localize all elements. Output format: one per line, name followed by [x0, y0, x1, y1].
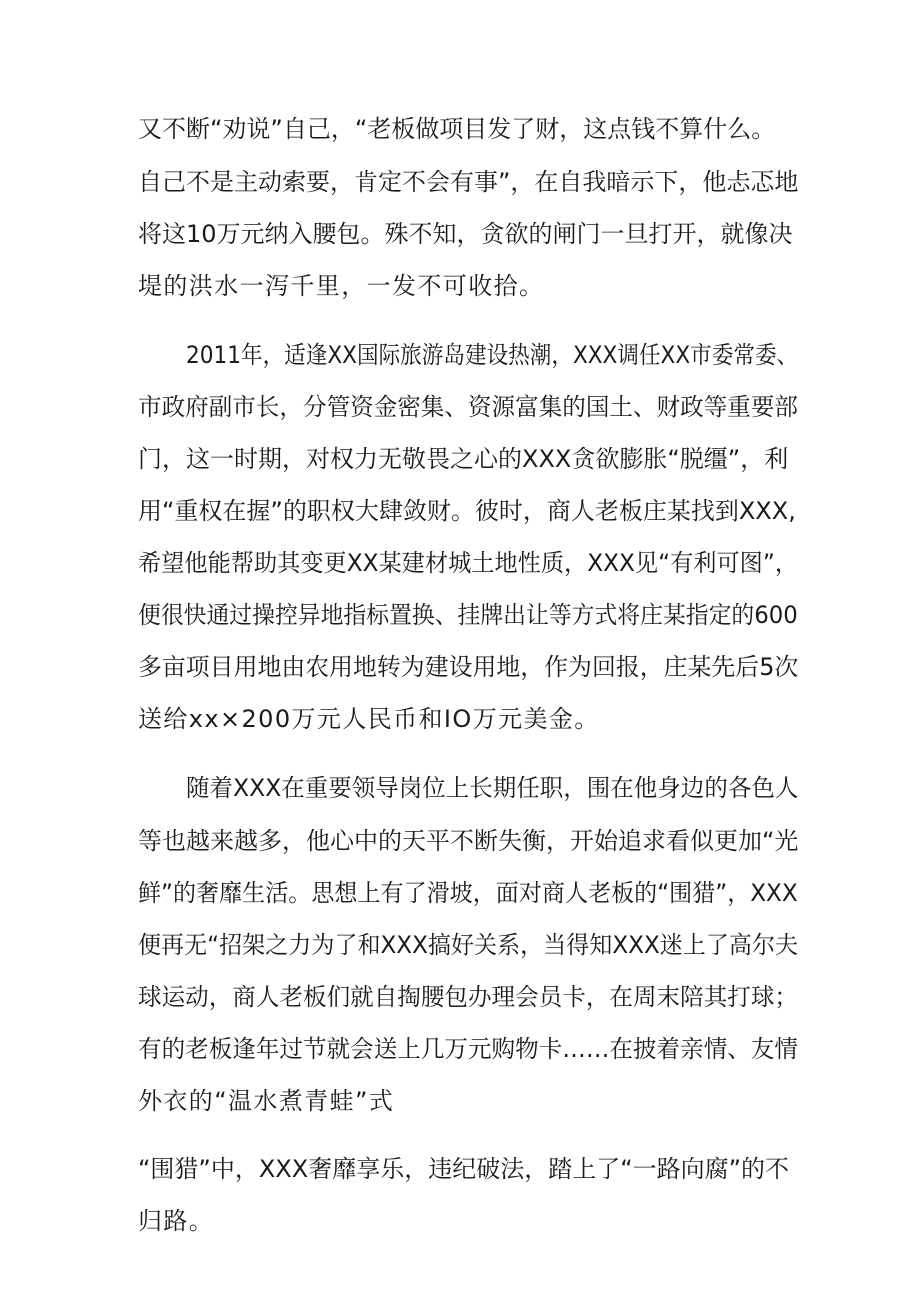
paragraph-4-line-1: “围猎”中，XXX奢靡享乐，违纪破法，踏上了“一路向腐”的不 [138, 1155, 790, 1183]
paragraph-2-line-7: 多亩项目用地由农用地转为建设用地，作为回报，庄某先后5次 [138, 653, 799, 681]
paragraph-3-line-7: 外衣的“温水煮青蛙”式 [138, 1087, 395, 1115]
paragraph-3-line-2: 等也越来越多，他心中的天平不断失衡，开始追求看似更加“光 [138, 827, 799, 855]
paragraph-3-line-1: 随着XXX在重要领导岗位上长期任职，围在他身边的各色人 [186, 774, 799, 802]
paragraph-2-line-3: 门，这一时期，对权力无敬畏之心的XXX贪欲膨胀“脱缰”，利 [138, 445, 789, 473]
paragraph-2-line-5: 希望他能帮助其变更XX某建材城土地性质，XXX见“有利可图”， [138, 549, 799, 577]
paragraph-3-line-5: 球运动，商人老板们就自掏腰包办理会员卡，在周末陪其打球； [138, 983, 798, 1011]
paragraph-1-line-1: 又不断“劝说”自己，“老板做项目发了财，这点钱不算什么。 [138, 115, 776, 143]
paragraph-1-line-3: 将这10万元纳入腰包。殊不知，贪欲的闸门一旦打开，就像决 [138, 220, 793, 248]
paragraph-2-line-4: 用“重权在握”的职权大肆敛财。彼时，商人老板庄某找到XXX, [138, 497, 796, 525]
paragraph-3-line-6: 有的老板逢年过节就会送上几万元购物卡……在披着亲情、友情 [138, 1035, 798, 1063]
paragraph-1-line-2: 自己不是主动索要，肯定不会有事”，在自我暗示下，他忐忑地 [138, 168, 799, 196]
paragraph-3-line-4: 便再无“招架之力为了和XXX搞好关系，当得知XXX迷上了高尔夫 [138, 931, 799, 959]
paragraph-2-line-6: 便很快通过操控异地指标置换、挂牌出让等方式将庄某指定的600 [138, 601, 798, 629]
paragraph-2-line-1: 2011年，适逢XX国际旅游岛建设热潮，XXX调任XX市委常委、 [186, 341, 799, 369]
paragraph-4-line-2: 归路。 [138, 1207, 215, 1235]
paragraph-2-line-2: 市政府副市长，分管资金密集、资源富集的国土、财政等重要部 [138, 393, 798, 421]
paragraph-2-line-8: 送给xx×200万元人民币和IO万元美金。 [138, 705, 600, 733]
paragraph-3-line-3: 鲜”的奢靡生活。思想上有了滑坡，面对商人老板的“围猎”，XXX [138, 879, 798, 907]
paragraph-1-line-4: 堤的洪水一泻千里，一发不可收拾。 [138, 272, 545, 300]
